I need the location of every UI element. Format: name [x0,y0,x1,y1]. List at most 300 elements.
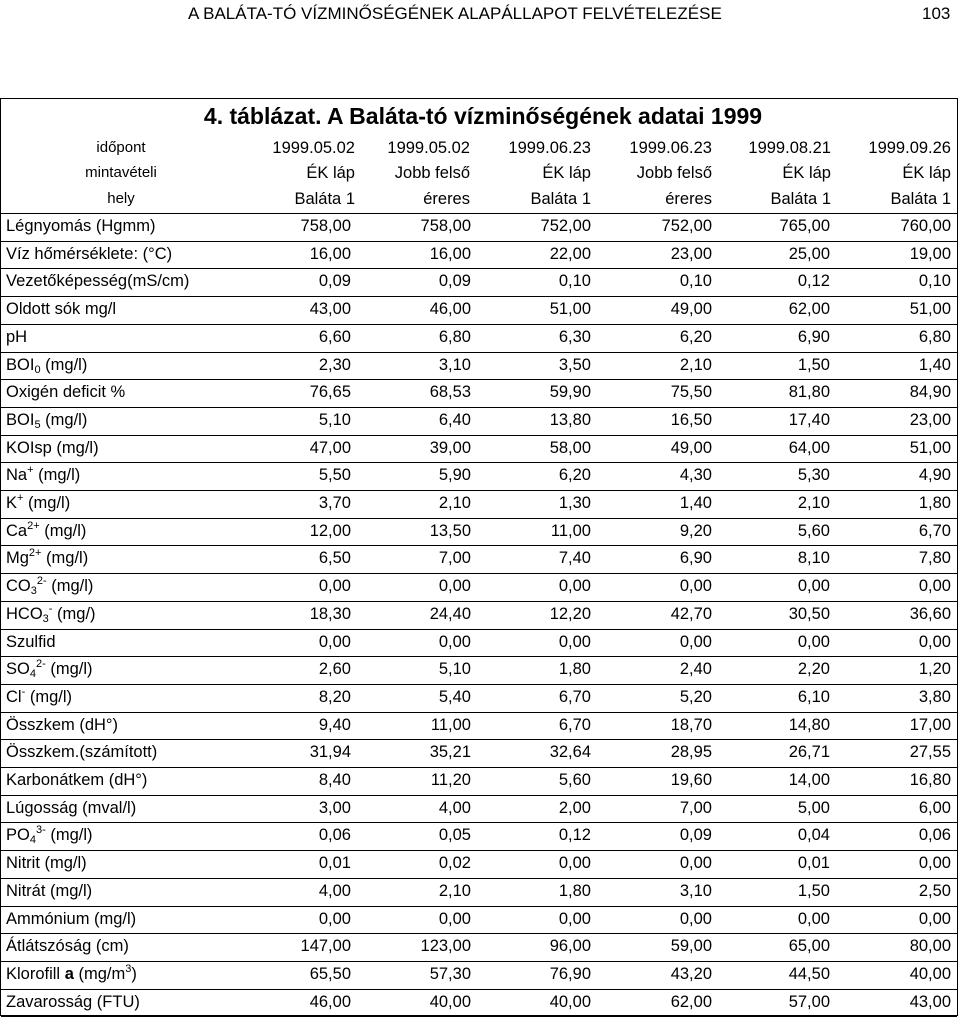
row-label: KOIsp (mg/l) [6,438,99,457]
table-cell: 0,00 [438,577,471,596]
table-cell: 2,10 [797,494,830,512]
table-cell: 11,20 [430,771,471,789]
row-label [6,466,80,485]
row-label-part: (mg/l) [45,660,93,679]
table-cell: 752,00 [540,217,591,235]
table-row [1,850,957,878]
table-cell: 2,00 [558,798,591,817]
row-label-part: Na [6,466,28,485]
table-cell: 24,40 [429,604,471,623]
table-cell: 4,30 [679,466,712,485]
header-cell: 1999.09.26 [868,139,951,157]
table-cell: 57,30 [429,964,471,983]
row-label-part: (mg/) [52,604,96,623]
table-cell: 75,50 [670,383,712,402]
row-label [6,519,87,541]
row-label: Légnyomás (Hgmm) [6,217,156,235]
header-cell: 1999.08.21 [748,139,831,157]
row-label-part: K [6,494,18,512]
table-cell: 8,40 [318,771,351,789]
row-label-part: (mg/l) [33,466,81,485]
table-cell: 31,94 [309,743,351,762]
table-cell: 147,00 [300,937,351,956]
table-cell: 0,12 [558,826,591,845]
table-cell: 0,09 [438,272,471,291]
row-label-part: 2+ [28,547,42,560]
table-cell: 4,00 [438,798,471,817]
table-cell: 7,00 [438,549,471,568]
table-cell: 3,80 [918,687,951,706]
table-cell: 1,40 [679,494,712,512]
row-label [6,826,93,845]
table-cell: 16,00 [309,244,351,263]
table-row [1,739,957,767]
table-cell: 36,60 [909,604,951,623]
row-label-part: - [21,685,26,698]
table-cell: 16,00 [429,244,471,263]
table-cell: 6,20 [679,327,712,346]
table-cell: 14,00 [788,771,830,789]
table-title: 4. táblázat. A Baláta-tó vízminőségének adatai 1999 [203,103,763,129]
table-cell: 6,90 [679,549,712,568]
row-label-part: 2- [36,575,47,588]
table-cell: 7,00 [679,798,712,817]
table-cell: 6,70 [918,521,951,540]
table-row [1,268,957,296]
row-label [6,660,93,679]
row-label-part: (mg/l) [40,410,88,429]
table-cell: 17,00 [909,715,951,734]
table-cell: 28,95 [670,743,712,762]
table-cell: 18,30 [309,604,351,623]
table-cell: 5,00 [797,798,830,817]
row-label-part: 2- [35,658,46,671]
table-cell: 43,00 [309,300,351,319]
row-label-part: BOI [6,410,35,429]
row-label: Karbonátkem (dH°) [6,771,148,789]
table-cell: 0,09 [679,826,712,845]
table-cell: 3,50 [558,355,591,374]
row-label-part: 4 [29,668,36,681]
header-label: időpont [96,139,146,156]
table-cell: 11,00 [430,715,471,734]
table-cell: 4,90 [918,466,951,485]
row-label-part: (mg/l) [39,521,87,540]
row-label-part: + [17,492,24,504]
table-row [1,878,957,906]
table-cell: 0,02 [438,854,471,873]
header-cell: ÉK láp [902,164,951,182]
table-cell: 2,30 [318,355,351,374]
table-cell: 2,40 [679,660,712,679]
table-cell: 22,00 [549,244,591,263]
table-cell: 6,70 [558,687,591,706]
header-cell: Jobb felső [394,164,470,182]
table-cell: 39,00 [429,438,471,457]
table-cell: 5,90 [438,466,471,485]
table-cell: 6,30 [558,327,591,346]
row-label-part: 3 [30,585,37,598]
row-label-part: 4 [29,834,36,847]
row-label-part: (mg/l) [45,826,93,845]
table-cell: 27,55 [909,743,951,762]
table-row [1,712,957,740]
table-cell: 1,50 [797,355,830,374]
table-cell: 752,00 [661,217,712,235]
table-cell: 2,60 [318,660,351,679]
header-label: mintavételi [85,164,157,181]
table-cell: 0,00 [679,909,712,928]
table-cell: 0,00 [918,632,951,651]
table-row [1,518,957,546]
table-cell: 0,00 [797,909,830,928]
running-header [0,0,960,32]
table-cell: 8,10 [797,549,830,568]
page-number: 103 [922,4,951,23]
table-cell: 49,00 [670,438,712,457]
table-row [1,684,957,712]
header-cell: ÉK láp [782,164,831,182]
table-cell: 81,80 [788,383,830,402]
row-label [6,549,88,568]
header-cell: éreres [423,190,470,208]
row-label: Összkem (dH°) [6,715,119,734]
header-label: hely [107,190,135,207]
table-cell: 0,00 [438,632,471,651]
table-cell: 51,00 [549,300,591,319]
table-cell: 0,00 [918,909,951,928]
header-cell: Baláta 1 [530,190,591,208]
row-label: pH [6,327,28,346]
table-cell: 64,00 [788,438,830,457]
table-cell: 62,00 [670,992,712,1011]
table-cell: 0,10 [679,272,712,291]
row-label [6,577,93,596]
table-cell: 2,10 [438,881,471,900]
table-cell: 760,00 [900,217,951,235]
table-cell: 40,00 [549,992,591,1011]
header-cell: 1999.06.23 [508,139,591,157]
table-cell: 1,50 [797,881,830,900]
table-cell: 0,10 [558,272,591,291]
table-cell: 123,00 [420,937,471,956]
row-label: Zavarosság (FTU) [6,992,140,1011]
table-row [1,324,957,352]
header-cell: 1999.05.02 [272,139,355,157]
table-cell: 1,20 [918,660,951,679]
table-cell: 19,60 [670,771,712,789]
table-row [1,407,957,435]
header-cell: 1999.06.23 [629,139,712,157]
table-cell: 0,10 [918,272,951,291]
table-cell: 0,00 [797,577,830,596]
table-cell: 1,40 [918,355,951,374]
table-cell: 46,00 [309,992,351,1011]
table-row [1,435,957,463]
table-cell: 5,60 [797,521,830,540]
row-label-part: (mg/m [73,964,126,983]
table-cell: 7,80 [918,549,951,568]
table-row [1,989,957,1017]
table-row [1,490,957,518]
table-cell: 0,05 [438,826,471,845]
table-row [1,933,957,961]
table-cell: 0,00 [558,854,591,873]
row-label: Oxigén deficit % [6,383,126,402]
row-label: Oldott sók mg/l [6,300,117,319]
table-cell: 0,01 [797,854,830,873]
table-cell: 1,80 [558,881,591,900]
row-label-part: 5 [34,418,41,431]
table-row [1,379,957,407]
table-cell: 19,00 [909,244,951,263]
row-label: Víz hőmérséklete: (°C) [6,244,173,263]
table-cell: 6,90 [797,327,830,346]
table-cell: 758,00 [300,217,351,235]
table-row [1,767,957,795]
table-cell: 65,00 [788,937,830,956]
table-cell: 30,50 [788,604,830,623]
table-row [1,906,957,934]
row-label-part: (mg/l) [25,687,73,706]
table-cell: 58,00 [549,438,591,457]
table-cell: 12,20 [549,604,591,623]
row-label: Átlátszóság (cm) [6,937,129,956]
table-cell: 43,00 [909,992,951,1011]
table-row [1,961,957,989]
row-label-part: (mg/l) [41,549,89,568]
table-cell: 0,00 [318,632,351,651]
table-cell: 8,20 [318,687,351,706]
table-cell: 0,00 [558,909,591,928]
table-cell: 5,40 [438,687,471,706]
table-cell: 51,00 [909,300,951,319]
table-cell: 1,80 [918,494,951,512]
header-cell: Baláta 1 [770,190,831,208]
header-cell: ÉK láp [306,164,355,182]
header-cell: Jobb felső [636,164,712,182]
table-cell: 25,00 [788,244,830,263]
table-cell: 0,00 [438,909,471,928]
table-row [1,656,957,684]
table-cell: 6,20 [558,466,591,485]
table-cell: 6,60 [318,327,351,346]
table-cell: 51,00 [909,438,951,457]
row-label-part: BOI [6,355,35,374]
table-cell: 13,80 [549,410,591,429]
table-row [1,241,957,269]
row-label-part: a [64,964,74,983]
row-label-part: Klorofill [6,964,65,983]
table-cell: 5,10 [318,410,351,429]
table-cell: 0,04 [797,826,830,845]
header-cell: Baláta 1 [890,190,951,208]
table-cell: 2,10 [679,355,712,374]
row-label-part: 0 [34,363,41,376]
table-cell: 0,06 [318,826,351,845]
table-cell: 14,80 [788,715,830,734]
table-cell: 3,00 [318,798,351,817]
row-label-part: ) [131,964,137,983]
row-label [6,685,73,707]
row-label [6,602,96,625]
table-row [1,629,957,657]
table-cell: 32,64 [549,743,591,762]
table-cell: 0,00 [679,854,712,873]
table-cell: 0,12 [797,272,830,291]
row-label-part: PO [6,826,30,845]
table-cell: 9,20 [679,521,712,540]
table-cell: 46,00 [429,300,471,319]
table-row [1,545,957,573]
table-cell: 16,50 [670,410,712,429]
row-label [6,356,87,375]
table-cell: 0,00 [679,632,712,651]
table-cell: 0,00 [679,577,712,596]
table-cell: 26,71 [788,743,830,762]
row-label: Ammónium (mg/l) [6,909,137,928]
table-cell: 18,70 [670,715,712,734]
row-label-part: - [48,602,53,615]
table-cell: 6,80 [918,327,951,346]
table-cell: 13,50 [429,521,471,540]
table-cell: 96,00 [549,937,591,956]
table-cell: 0,00 [318,577,351,596]
row-label-part: (mg/l) [46,577,94,596]
table-row [1,296,957,324]
table-cell: 0,00 [318,909,351,928]
row-label-part: HCO [6,604,43,623]
table-cell: 6,50 [318,549,351,568]
table-row [1,795,957,823]
table-bottom-border [1,1015,957,1017]
table-row [1,822,957,850]
table-cell: 0,00 [918,577,951,596]
row-label: Vezetőképesség(mS/cm) [6,272,190,291]
header-row [1,164,957,190]
row-label-part: + [27,464,34,477]
header-cell: Baláta 1 [294,190,355,208]
table-cell: 6,40 [438,410,471,429]
row-label: Lúgosság (mval/l) [6,798,137,817]
table-cell: 80,00 [909,937,951,956]
row-label: Szulfid [6,632,56,651]
table-cell: 42,70 [670,604,712,623]
table-cell: 17,40 [788,410,830,429]
table-cell: 47,00 [309,438,351,457]
table-row [1,573,957,601]
row-label: Nitrit (mg/l) [6,854,87,873]
row-label-part: CO [6,577,31,596]
table-cell: 40,00 [909,964,951,983]
table-cell: 62,00 [788,300,830,319]
row-label-part: (mg/l) [23,494,71,512]
table-row [1,462,957,490]
table-cell: 3,70 [318,494,351,512]
table-cell: 5,60 [558,771,591,789]
table-cell: 40,00 [429,992,471,1011]
table-cell: 57,00 [788,992,830,1011]
row-label [6,962,137,984]
table-cell: 5,10 [438,660,471,679]
table-cell: 6,80 [438,327,471,346]
table-cell: 0,09 [318,272,351,291]
table-cell: 9,40 [318,715,351,734]
table-cell: 59,90 [549,383,591,402]
table-cell: 1,80 [558,660,591,679]
row-label: Nitrát (mg/l) [6,881,93,900]
table-cell: 758,00 [420,217,471,235]
row-label-part: Cl [6,687,22,706]
header-cell: 1999.05.02 [387,139,470,157]
table-cell: 1,30 [558,494,591,512]
row-label-part: Mg [6,549,29,568]
table-cell: 0,00 [797,632,830,651]
table-cell: 0,01 [318,854,351,873]
table-cell: 7,40 [558,549,591,568]
row-label-part: SO [6,660,30,679]
row-label: Összkem.(számított) [6,743,158,762]
row-label-part: 3 [42,612,49,625]
table-cell: 84,90 [909,383,951,402]
table-cell: 76,65 [309,383,351,402]
header-cell: éreres [665,190,712,208]
row-label-part: 2+ [27,519,40,532]
row-label [6,494,70,513]
table-cell: 76,90 [549,964,591,983]
table-cell: 4,00 [318,881,351,900]
table-cell: 16,80 [909,771,951,789]
row-label [6,411,87,430]
table-cell: 43,20 [670,964,712,983]
table-cell: 35,21 [429,743,471,762]
row-label-part: 3- [35,824,46,837]
table-cell: 2,50 [918,881,951,900]
header-cell: ÉK láp [542,164,591,182]
table-row [1,213,957,241]
table-cell: 5,50 [318,466,351,485]
row-label-part: 3 [125,962,132,975]
table-row [1,601,957,629]
row-label-part: (mg/l) [40,355,88,374]
table-cell: 2,20 [797,660,830,679]
table-cell: 12,00 [309,521,351,540]
table-cell: 0,00 [558,577,591,596]
table-cell: 6,10 [797,687,830,706]
table-cell: 65,50 [309,964,351,983]
table-cell: 0,00 [918,854,951,873]
table-cell: 44,50 [788,964,830,983]
table-cell: 23,00 [909,410,951,429]
table-cell: 5,20 [679,687,712,706]
table-cell: 59,00 [670,937,712,956]
running-title: A BALÁTA-TÓ VÍZMINŐSÉGÉNEK ALAPÁLLAPOT FELVÉTELEZÉSE [188,4,722,23]
table-cell: 765,00 [779,217,830,235]
table-cell: 49,00 [670,300,712,319]
table-cell: 0,00 [558,632,591,651]
table-cell: 11,00 [550,521,591,540]
table-cell: 3,10 [679,881,712,900]
table-cell: 68,53 [429,383,471,402]
table-cell: 0,06 [918,826,951,845]
table-cell: 23,00 [670,244,712,263]
table-cell: 6,70 [558,715,591,734]
table-cell: 6,00 [918,798,951,817]
row-label-part: Ca [6,521,28,540]
table-cell: 3,10 [438,355,471,374]
table-cell: 5,30 [797,466,830,485]
table-row [1,352,957,380]
